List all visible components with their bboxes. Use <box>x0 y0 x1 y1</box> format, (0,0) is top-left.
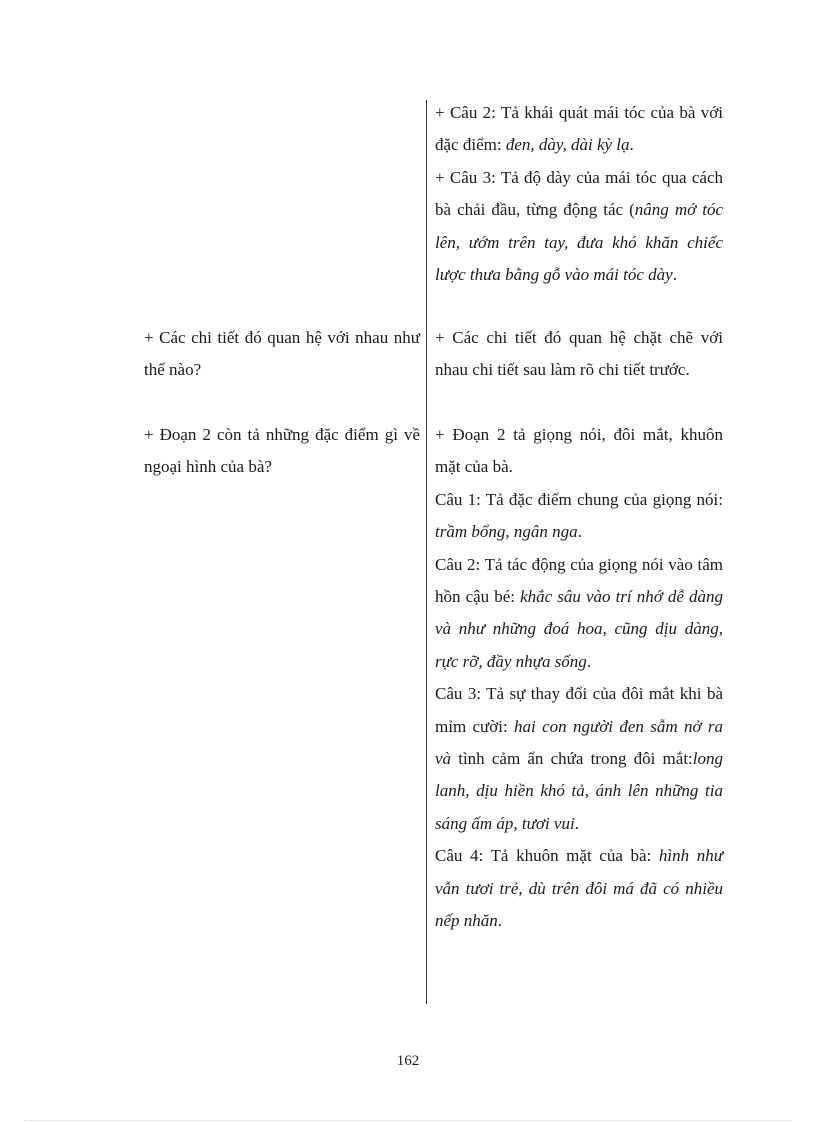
text-run: Câu 1: Tả đặc điểm chung của giọng nói: <box>435 489 723 509</box>
answer-paragraph <box>435 97 723 162</box>
text-run: Câu 4: Tả khuôn mặt của bà: <box>435 846 659 866</box>
answer-block-2 <box>435 322 723 387</box>
italic-quote: hình như vẫn tươi trẻ, dù trên đôi má đã có nhiều nếp nhăn <box>435 846 723 931</box>
text-run: . <box>497 911 503 931</box>
answer-paragraph <box>435 162 723 292</box>
text-run: Câu 2: Tả tác động của giọng nói vào tâm hồn cậu bé: <box>435 554 723 607</box>
answer-paragraph <box>435 549 723 679</box>
question-text: + Các chi tiết đó quan hệ với nhau như thế nào? <box>144 328 420 380</box>
italic-quote: khắc sâu vào trí nhớ dễ dàng và như những đoá hoa, cũng dịu dàng, rực rỡ, đầy nhựa sống <box>435 587 723 671</box>
text-run: + Câu 2: Tả khái quát mái tóc của bà với đặc điểm: <box>435 103 723 155</box>
footer-dotted-line <box>24 1120 792 1121</box>
text-run: + Đoạn 2 tả giọng nói, đôi mắt, khuôn mặt của bà. <box>435 425 723 477</box>
text-run: . <box>586 651 592 671</box>
italic-quote: đen, dày, dài kỳ lạ <box>505 135 630 155</box>
text-run: . <box>629 135 634 155</box>
text-run: tình cảm ẩn chứa trong đôi mắt: <box>451 749 693 769</box>
text-run: Câu 3: Tả sự thay đổi của đôi mắt khi bà mỉm cười: <box>435 684 723 736</box>
answer-paragraph <box>435 484 723 549</box>
answer-block-3 <box>435 419 723 938</box>
question-block-2 <box>144 419 420 484</box>
text-run: + Các chi tiết đó quan hệ chặt chẽ với nhau chi tiết sau làm rõ chi tiết trước. <box>435 328 723 380</box>
page-number: 162 <box>396 1053 420 1069</box>
text-run: + Câu 3: Tả độ dày của mái tóc qua cách bà chải đầu, từng động tác ( <box>435 167 723 220</box>
answer-paragraph <box>435 322 723 387</box>
question-text: + Đoạn 2 còn tả những đặc điểm gì về ngoại hình của bà? <box>144 425 420 477</box>
question-block-1 <box>144 322 420 387</box>
answer-paragraph <box>435 419 723 484</box>
text-run: . <box>574 813 579 833</box>
italic-quote: hai con người đen sẫm nở ra và <box>435 716 723 769</box>
text-run: . <box>577 522 582 542</box>
column-divider <box>426 100 427 1004</box>
italic-quote: long lanh, dịu hiền khó tả, ánh lên những tia sáng ấm áp, tươi vui <box>435 749 723 833</box>
answer-paragraph <box>435 840 723 937</box>
italic-quote: nâng mớ tóc lên, ướm trên tay, đưa khó khăn chiếc lược thưa bằng gỗ vào mái tóc dày <box>435 200 723 285</box>
italic-quote: trầm bổng, ngân nga <box>435 522 578 542</box>
answer-paragraph <box>435 678 723 840</box>
answer-block-1 <box>435 97 723 291</box>
text-run: . <box>672 265 677 285</box>
